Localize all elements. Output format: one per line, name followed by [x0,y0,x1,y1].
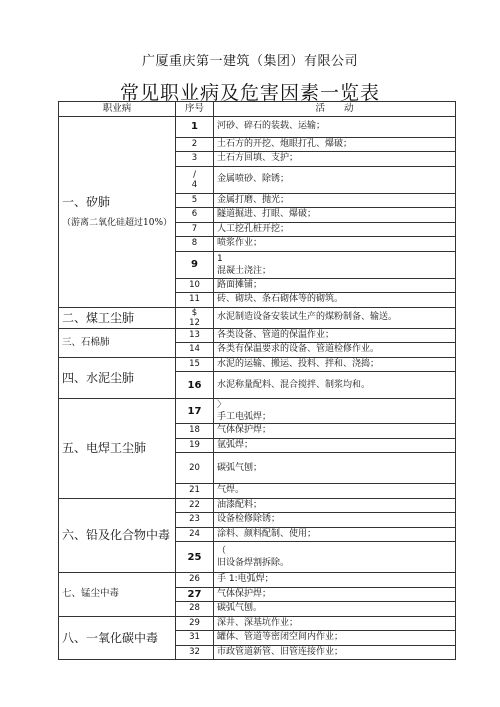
row-number: 26 [176,573,214,588]
row-number: 29 [176,616,214,631]
activity-cell: 路面摊铺； [214,278,456,293]
row-number: 6 [176,208,214,223]
activity-cell: 喷浆作业； [214,237,456,252]
disease-cell [59,328,176,357]
row-number: 10 [176,278,214,293]
row-number: 15 [176,357,214,372]
table-row [59,573,456,588]
activity-cell: 气体保护焊； [214,587,456,602]
activity-cell: 土石方的开挖、炮眼打孔、爆破； [214,137,456,152]
row-number: 32 [176,645,214,660]
activity-cell: 金属喷砂、除锈； [214,166,456,193]
table-row [59,616,456,631]
activity-cell: 隧道掘进、打眼、爆破； [214,208,456,223]
activity-cell: 设备检修除锈； [214,513,456,528]
table-row [59,328,456,343]
activity-cell: 手 1:电弧焊； [214,573,456,588]
activity-cell: 金属打磨、抛光； [214,193,456,208]
row-number: $ 12 [176,307,214,328]
row-number: 21 [176,484,214,499]
row-number: 5 [176,193,214,208]
table-row [59,399,456,424]
activity-cell: 深井、深基坑作业； [214,616,456,631]
row-number: 17 [176,399,214,424]
disease-cell [59,616,176,660]
row-number: 23 [176,513,214,528]
row-number: 18 [176,424,214,439]
activity-cell: （ 旧设备焊割拆除。 [214,542,456,573]
activity-cell: 氩弧焊； [214,438,456,453]
activity-cell: 水泥的运输、搬运、投料、拌和、浇捣； [214,357,456,372]
activity-cell: 水泥称量配料、混合搅拌、制浆均和。 [214,372,456,399]
column-header-activity: 活 动 [214,102,456,117]
page-title: 常见职业病及危害因素一览表 [119,82,380,104]
row-number: 8 [176,237,214,252]
row-number: 22 [176,498,214,513]
activity-cell: 罐体、管道等密闭空间内作业； [214,631,456,646]
row-number: 28 [176,602,214,617]
disease-cell [59,498,176,573]
activity-cell: 碳弧气刨； [214,453,456,484]
activity-cell: 砖、砌块、条石砌体等的砌筑。 [214,293,456,308]
row-number: 24 [176,527,214,542]
table-header-row [59,102,456,117]
disease-name: 六、铅及化合物中毒 [62,528,171,543]
activity-cell: 土石方回填、支护； [214,152,456,167]
column-header-number: 序号 [176,102,214,117]
row-number: 31 [176,631,214,646]
disease-name: 一、矽肺 [62,194,111,209]
table-body [59,116,456,660]
activity-cell: 人工挖孔桩开挖； [214,222,456,237]
disease-name: 二、煤工尘肺 [62,310,135,325]
activity-cell: 各类设备、管道的保温作业； [214,328,456,343]
disease-cell [59,116,176,307]
table-row [59,357,456,372]
table-row [59,498,456,513]
row-number: 19 [176,438,214,453]
row-number: 16 [176,372,214,399]
row-number: 14 [176,343,214,358]
row-number: 3 [176,152,214,167]
row-number: 13 [176,328,214,343]
activity-cell: 涂料、颜料配制、使用； [214,527,456,542]
company-name: 广厦重庆第一建筑（集团）有限公司 [141,54,358,69]
activity-cell: 河砂、碎石的装载、运输； [214,116,456,137]
activity-cell: 油漆配料； [214,498,456,513]
row-number: 7 [176,222,214,237]
table-row [59,116,456,137]
disease-note: （游离二氧化硅超过10%） [62,217,173,228]
disease-name: 七、锰尘中毒 [62,588,120,600]
row-number: 25 [176,542,214,573]
activity-cell: 气焊。 [214,484,456,499]
hazard-table [58,101,456,660]
row-number: 27 [176,587,214,602]
disease-name: 八、一氧化碳中毒 [62,630,159,645]
disease-name: 三、石棉肺 [62,336,110,348]
activity-cell: 各类有保温要求的设备、管道检修作业。 [214,343,456,358]
row-number: 2 [176,137,214,152]
disease-cell [59,573,176,617]
row-number: 9 [176,251,214,278]
disease-name: 五、电焊工尘肺 [62,441,147,456]
disease-cell [59,399,176,499]
column-header-disease: 职业病 [59,102,176,117]
activity-cell: 1 混凝土浇注； [214,251,456,278]
activity-cell: 水泥制造设备安装试生产的煤粉制备、输送。 [214,307,456,328]
row-number: / 4 [176,166,214,193]
disease-name: 四、水泥尘肺 [62,370,135,385]
activity-cell: 市政管道新管、旧管连接作业； [214,645,456,660]
activity-cell: 〉 手工电弧焊； [214,399,456,424]
activity-cell: 碳弧气刨。 [214,602,456,617]
disease-cell [59,307,176,328]
row-number: 1 [176,116,214,137]
row-number: 20 [176,453,214,484]
disease-cell [59,357,176,399]
activity-cell: 气体保护焊； [214,424,456,439]
table-row [59,307,456,328]
row-number: 11 [176,293,214,308]
